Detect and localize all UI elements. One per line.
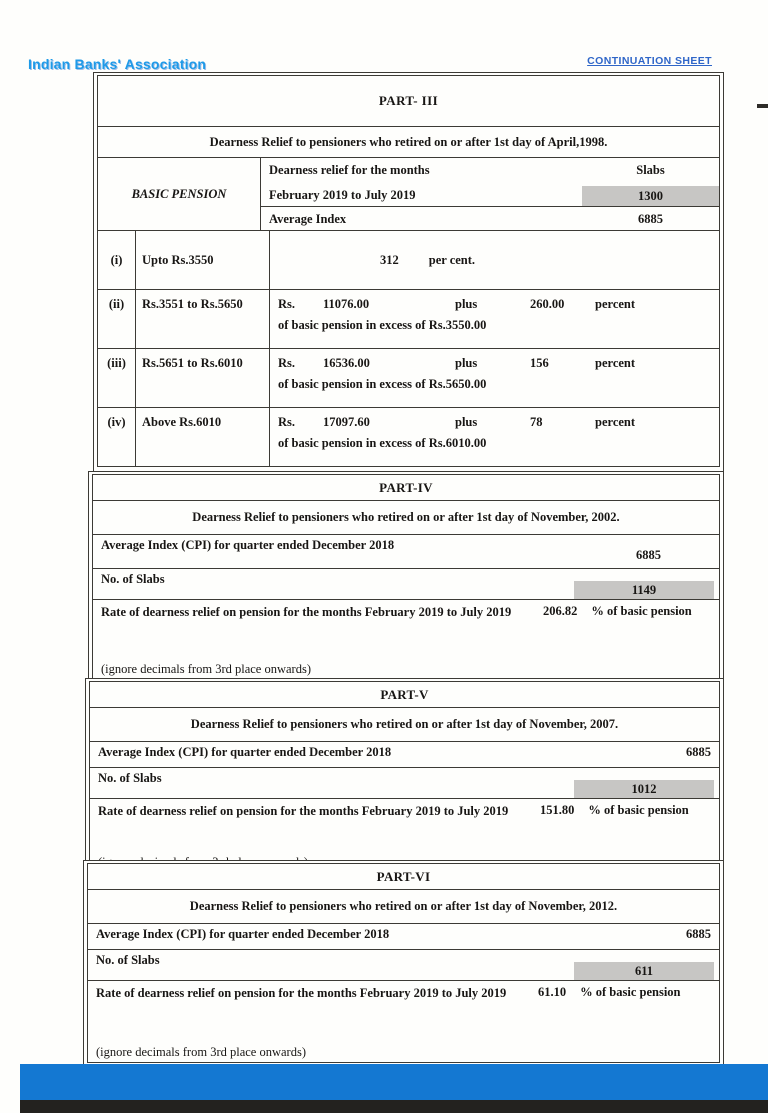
relief-rate: 78 [530,415,543,429]
plus-label: plus [455,356,478,370]
row-content [270,349,719,407]
average-index-label: Average Index [269,212,347,226]
part5-subtitle: Dearness Relief to pensioners who retired on or after 1st day of November, 2007. [90,708,719,742]
rate-label: Rate of dearness relief on pension for the months February 2019 to July 2019 [101,605,512,619]
excess-text: of basic pension in excess of Rs.6010.00 [278,436,487,450]
row-number: (iii) [98,349,136,407]
slabs-label: Slabs [636,163,665,177]
footer-dark-strip [20,1100,768,1113]
average-index-label: Average Index (CPI) for quarter ended December 2018 [98,745,392,759]
row-number: (iv) [98,408,136,466]
slabs-row [90,768,719,799]
relief-amount: 11076.00 [323,297,370,311]
part4-table [92,474,720,680]
rate-value: 61.10 [538,985,567,999]
slabs-value-highlight: 1149 [574,581,714,599]
slabs-value-highlight: 611 [574,962,714,980]
part6-section [83,860,724,1070]
part3-title: PART- III [98,76,719,127]
plus-label: plus [455,415,478,429]
header-row-average-index [261,207,719,230]
average-index-row [88,924,719,950]
relief-formula-line [270,297,719,312]
currency-label: Rs. [278,297,296,311]
scan-artifact [757,104,768,108]
rate-value: 206.82 [543,604,578,618]
relief-rate: 260.00 [530,297,565,311]
rate-row [93,600,719,644]
rate-row [88,981,719,1025]
slab-row-4 [98,408,719,466]
slabs-value-highlight: 1012 [574,780,714,798]
slabs-value-highlight: 1300 [582,186,719,206]
average-index-value: 6885 [686,927,711,941]
relief-amount: 17097.60 [323,415,370,429]
excess-text: of basic pension in excess of Rs.5650.00 [278,377,487,391]
row-number: (i) [98,231,136,289]
relief-unit: per cent. [428,252,476,267]
average-index-value: 6885 [638,212,663,226]
part4-subtitle: Dearness Relief to pensioners who retired on or after 1st day of November, 2002. [93,501,719,535]
rate-unit: % of basic pension [588,803,689,817]
relief-rate: 156 [530,356,549,370]
row-content [270,290,719,348]
months-value: February 2019 to July 2019 [269,188,416,202]
row-number: (ii) [98,290,136,348]
part6-title: PART-VI [88,864,719,890]
pension-range: Rs.3551 to Rs.5650 [136,290,270,348]
excess-text: of basic pension in excess of Rs.3550.00 [278,318,487,332]
basic-pension-label: BASIC PENSION [98,158,261,230]
part4-title: PART-IV [93,475,719,501]
average-index-row [93,535,719,569]
average-index-row [90,742,719,768]
slabs-row [93,569,719,600]
rate-unit: % of basic pension [580,985,681,999]
relief-formula-line [270,356,719,371]
slab-row-2 [98,290,719,349]
part6-table [87,863,720,1063]
currency-label: Rs. [278,415,296,429]
continuation-sheet-label: CONTINUATION SHEET [587,55,712,67]
rate-label: Rate of dearness relief on pension for the months February 2019 to July 2019 [98,804,509,818]
rate-value: 151.80 [540,803,575,817]
average-index-value: 6885 [686,745,711,759]
row-content [270,408,719,466]
pension-range: Rs.5651 to Rs.6010 [136,349,270,407]
footer-blue-bar [20,1064,768,1100]
currency-label: Rs. [278,356,296,370]
part3-table [97,75,720,467]
rate-row [90,799,719,843]
slab-row-3 [98,349,719,408]
percent-label: percent [595,356,636,370]
decimals-note: (ignore decimals from 3rd place onwards) [96,1045,306,1059]
part3-section [93,72,724,477]
part3-header-block [98,158,719,231]
part3-header-right [261,158,719,230]
average-index-value: 6885 [636,548,661,562]
rate-label: Rate of dearness relief on pension for the months February 2019 to July 2019 [96,986,507,1000]
part3-subtitle: Dearness Relief to pensioners who retired on or after 1st day of April,1998. [98,127,719,158]
decimals-note: (ignore decimals from 3rd place onwards) [101,662,311,676]
slabs-label: No. of Slabs [98,771,162,785]
relief-value: 312 [380,252,399,267]
percent-label: percent [595,297,636,311]
brand-title: Indian Banks' Association [28,56,207,72]
header-row-period [261,181,719,207]
percent-label: percent [595,415,636,429]
pension-range: Above Rs.6010 [136,408,270,466]
part6-subtitle: Dearness Relief to pensioners who retired on or after 1st day of November, 2012. [88,890,719,924]
months-label: Dearness relief for the months [269,163,430,177]
row-content [270,231,719,289]
slabs-label: No. of Slabs [96,953,160,967]
average-index-label: Average Index (CPI) for quarter ended December 2018 [96,927,390,941]
slabs-row [88,950,719,981]
part4-section [88,471,724,687]
average-index-label: Average Index (CPI) for quarter ended December 2018 [101,538,395,552]
relief-formula-line [270,415,719,430]
slabs-label: No. of Slabs [101,572,165,586]
header-row-months [261,158,719,181]
part5-section [85,678,724,880]
relief-amount: 16536.00 [323,356,370,370]
rate-unit: % of basic pension [591,604,692,618]
pension-range: Upto Rs.3550 [136,231,270,289]
plus-label: plus [455,297,478,311]
part5-title: PART-V [90,682,719,708]
part5-table [89,681,720,873]
slab-row-1 [98,231,719,290]
